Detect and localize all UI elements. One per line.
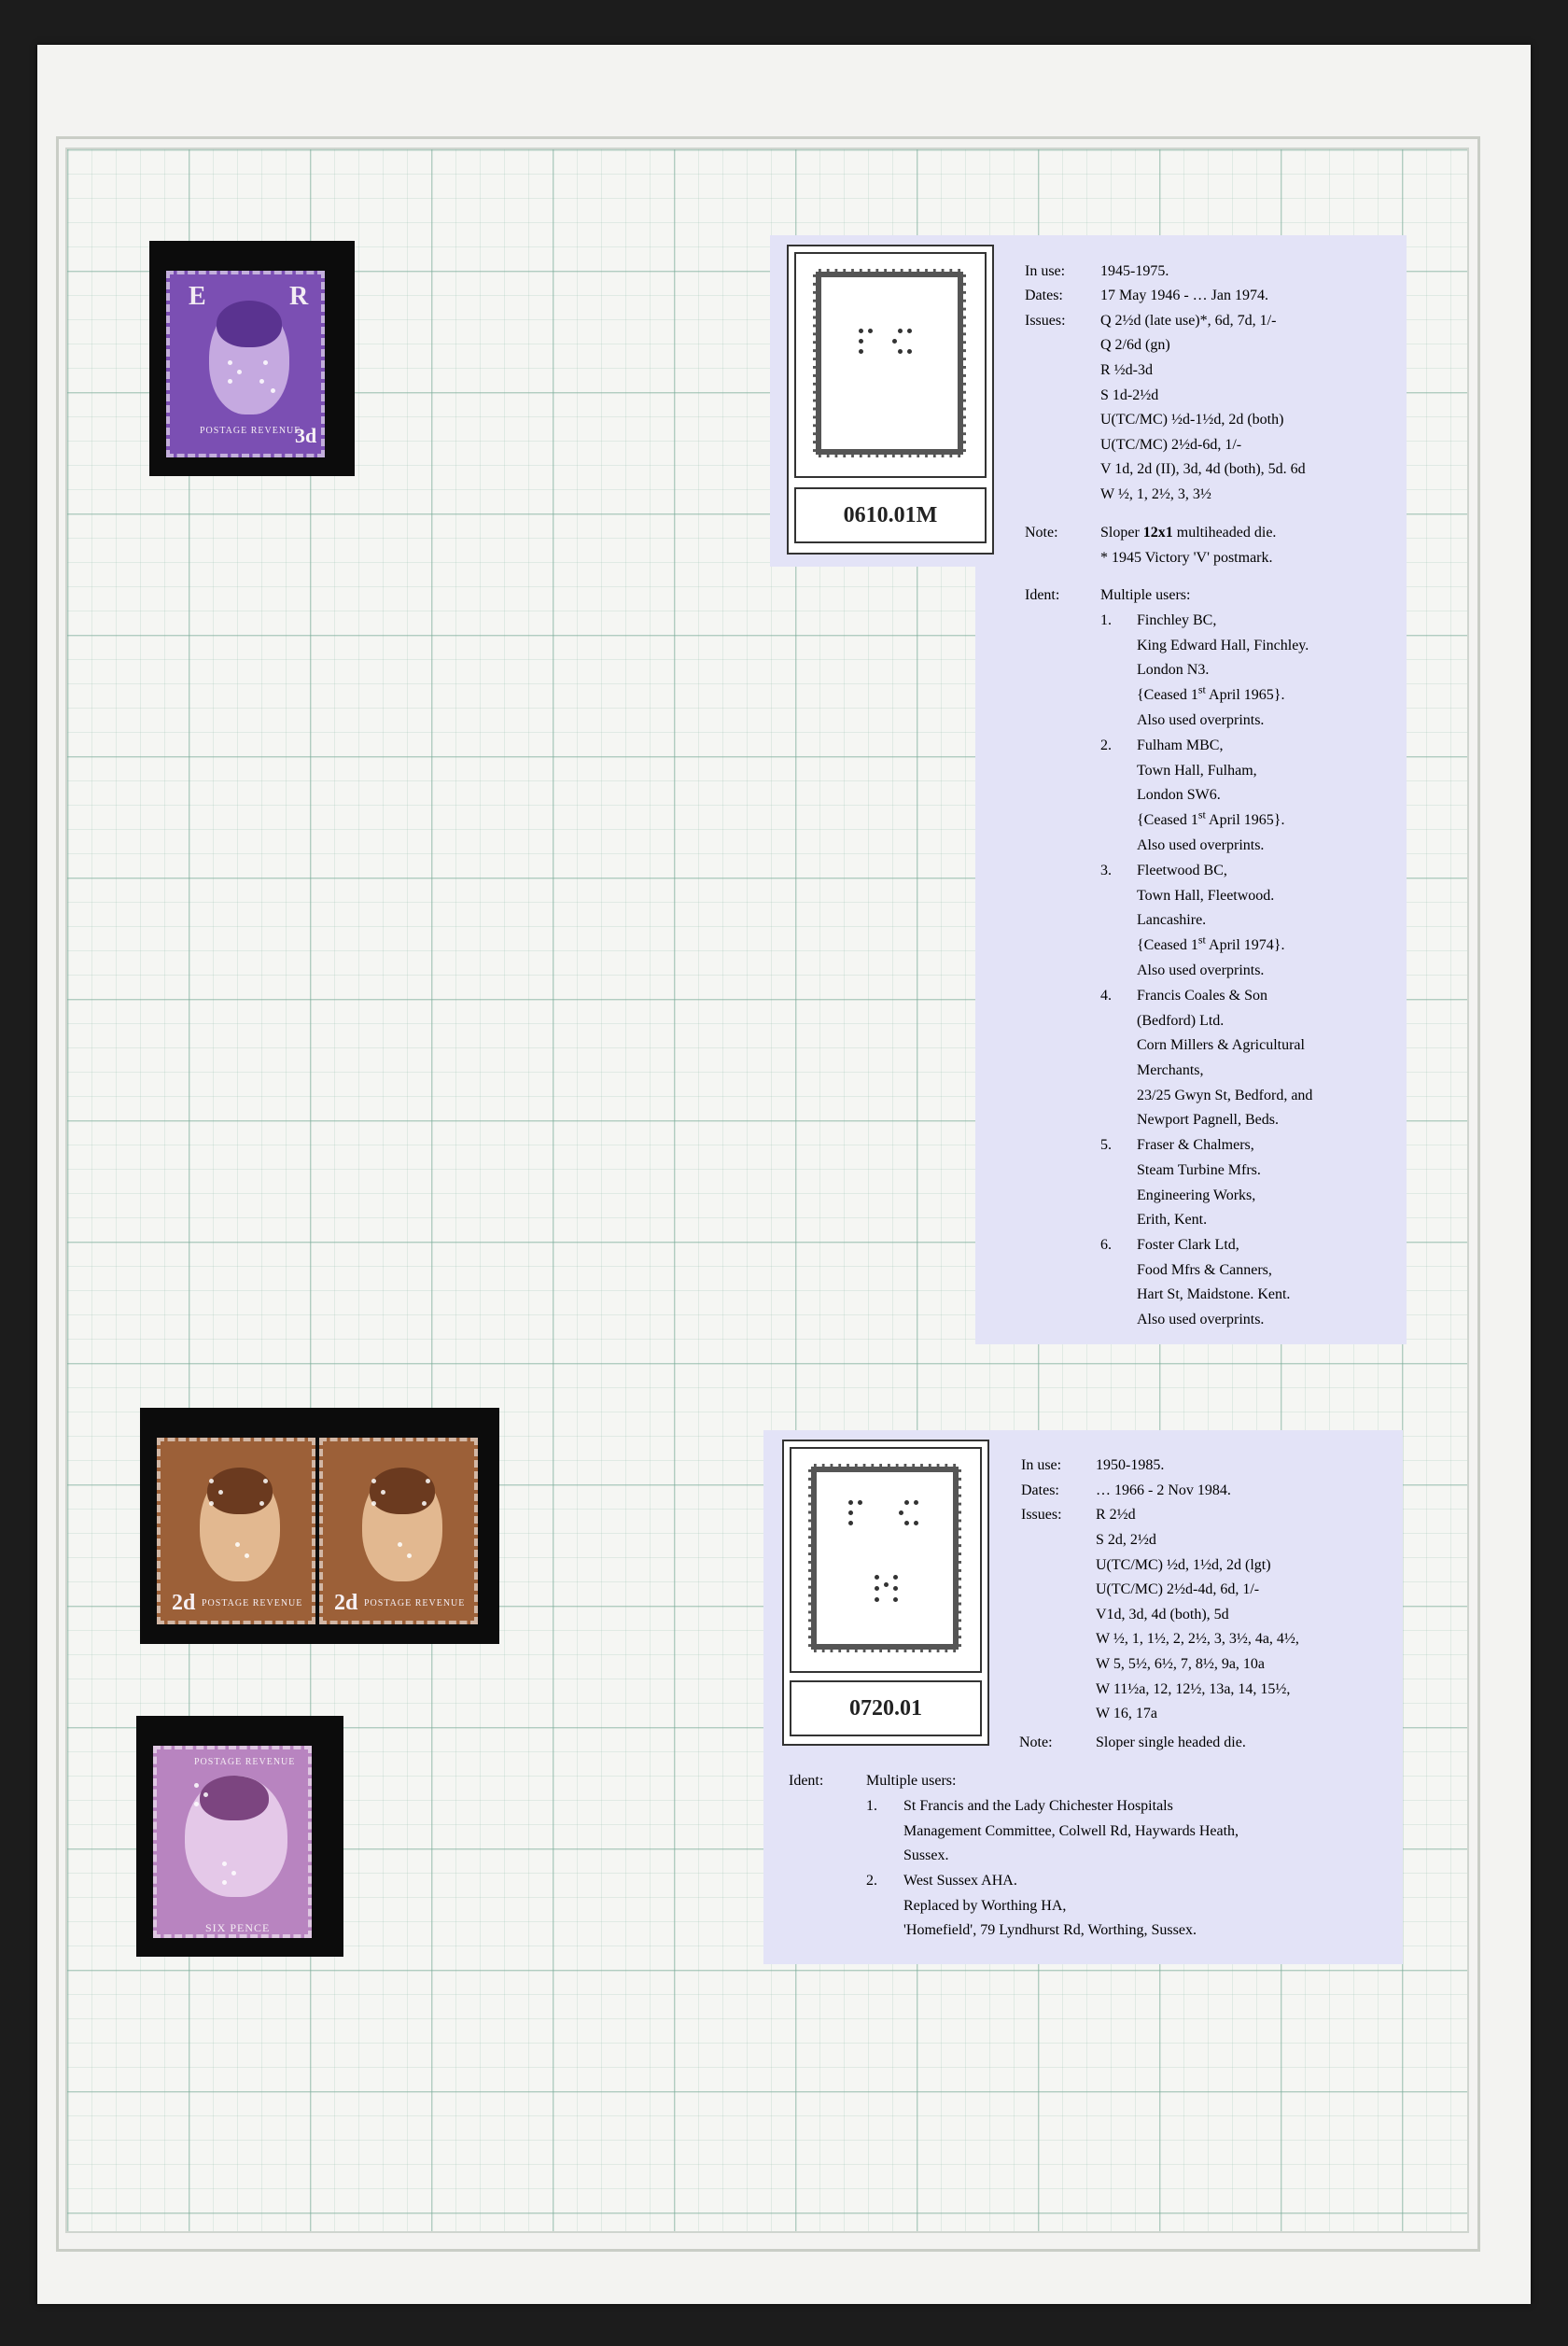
note-line-2: * 1945 Victory 'V' postmark. xyxy=(1100,550,1273,566)
user-line: London N3. xyxy=(1137,662,1210,678)
user-number: 1. xyxy=(1100,612,1112,628)
user-line: Also used overprints. xyxy=(1137,712,1265,728)
perf-dot xyxy=(422,1501,427,1506)
dates-label: Dates: xyxy=(1021,1482,1059,1498)
ceased-sup: st xyxy=(1197,933,1206,947)
perf-dot xyxy=(426,1479,430,1483)
stamp-letter-e: E xyxy=(189,282,206,311)
user-number: 2. xyxy=(1100,738,1112,753)
stamp-2d-brown-right[interactable] xyxy=(319,1438,478,1624)
die-hole xyxy=(848,1500,853,1505)
user-number: 5. xyxy=(1100,1137,1112,1153)
ceased-text: {Ceased 1 xyxy=(1137,937,1198,953)
user-line: 23/25 Gwyn St, Bedford, and xyxy=(1137,1088,1313,1103)
perf-dot xyxy=(194,1783,199,1788)
issue-line: V 1d, 2d (II), 3d, 4d (both), 5d. 6d xyxy=(1100,461,1306,477)
user-line: Erith, Kent. xyxy=(1137,1212,1208,1228)
user-number: 4. xyxy=(1100,988,1112,1004)
user-line: Sussex. xyxy=(903,1847,949,1863)
user-line: Merchants, xyxy=(1137,1062,1204,1078)
ceased-text: April 1965}. xyxy=(1205,687,1285,703)
user-line: Francis Coales & Son xyxy=(1137,988,1267,1004)
ceased-text: {Ceased 1 xyxy=(1137,687,1198,703)
die-number-label: 0610.01M xyxy=(794,487,987,543)
perf-dot xyxy=(371,1501,376,1506)
user-line: Also used overprints. xyxy=(1137,962,1265,978)
user-line: Fulham MBC, xyxy=(1137,738,1224,753)
note-text: multiheaded die. xyxy=(1172,525,1277,541)
issue-line: Q 2/6d (gn) xyxy=(1100,337,1170,353)
issue-line: Q 2½d (late use)*, 6d, 7d, 1/- xyxy=(1100,313,1277,329)
perf-dot xyxy=(203,1792,208,1797)
die-hole xyxy=(848,1521,853,1525)
issue-line: U(TC/MC) ½d, 1½d, 2d (lgt) xyxy=(1096,1557,1271,1573)
dates-value: 17 May 1946 - … Jan 1974. xyxy=(1100,288,1268,303)
die-hole xyxy=(858,1500,862,1505)
die-hole xyxy=(914,1500,918,1505)
issue-line: S 2d, 2½d xyxy=(1096,1532,1156,1548)
stamp-6d-lilac[interactable] xyxy=(153,1746,312,1938)
issue-line: R ½d-3d xyxy=(1100,362,1153,378)
stamp-caption: POSTAGE REVENUE xyxy=(202,1598,303,1608)
queen-hair xyxy=(217,301,282,347)
perf-dot xyxy=(271,388,275,393)
ceased-text: April 1974}. xyxy=(1205,937,1285,953)
user-line: Replaced by Worthing HA, xyxy=(903,1898,1067,1914)
stamp-3d-purple[interactable] xyxy=(166,271,325,457)
die-hole xyxy=(893,1597,898,1602)
note-bold: 12x1 xyxy=(1142,525,1173,541)
dates-label: Dates: xyxy=(1025,288,1063,303)
user-number: 2. xyxy=(866,1873,877,1889)
user-line: Fleetwood BC, xyxy=(1137,863,1227,878)
die-hole xyxy=(914,1521,918,1525)
perf-dot xyxy=(194,1802,199,1806)
user-line: Finchley BC, xyxy=(1137,612,1217,628)
die-hole xyxy=(884,1582,889,1587)
user-ceased xyxy=(1137,933,1285,954)
user-line: Lancashire. xyxy=(1137,912,1207,928)
issue-line: U(TC/MC) 2½d-4d, 6d, 1/- xyxy=(1096,1581,1260,1597)
user-ceased xyxy=(1137,682,1285,704)
perf-dot xyxy=(398,1542,402,1547)
perf-dot xyxy=(237,370,242,374)
user-number: 6. xyxy=(1100,1237,1112,1253)
user-line: Foster Clark Ltd, xyxy=(1137,1237,1239,1253)
perf-dot xyxy=(259,379,264,384)
issue-line: U(TC/MC) ½d-1½d, 2d (both) xyxy=(1100,412,1284,428)
user-ceased xyxy=(1137,808,1285,829)
die-hole xyxy=(893,1575,898,1580)
issue-line: V1d, 3d, 4d (both), 5d xyxy=(1096,1607,1229,1623)
ceased-text: {Ceased 1 xyxy=(1137,812,1198,828)
stamp-caption: POSTAGE REVENUE xyxy=(200,426,301,436)
user-line: Fraser & Chalmers, xyxy=(1137,1137,1254,1153)
note-line: Sloper single headed die. xyxy=(1096,1735,1246,1750)
issue-line: W 16, 17a xyxy=(1096,1706,1157,1721)
user-number: 1. xyxy=(866,1798,877,1814)
issue-line: W ½, 1, 1½, 2, 2½, 3, 3½, 4a, 4½, xyxy=(1096,1631,1299,1647)
perf-dot xyxy=(228,379,232,384)
perf-dot xyxy=(235,1542,240,1547)
ceased-sup: st xyxy=(1197,682,1206,696)
queen-hair xyxy=(200,1776,269,1820)
die-hole xyxy=(859,329,863,333)
die-hole xyxy=(892,339,897,344)
user-line: St Francis and the Lady Chichester Hospitals xyxy=(903,1798,1173,1814)
stamp-value: 2d xyxy=(172,1591,196,1615)
die-hole xyxy=(875,1597,879,1602)
perf-dot xyxy=(228,360,232,365)
stamp-value: 3d xyxy=(295,424,317,447)
note-text: Sloper xyxy=(1100,525,1143,541)
note-label: Note: xyxy=(1019,1735,1053,1750)
queen-hair xyxy=(370,1468,435,1514)
die-hole xyxy=(907,329,912,333)
ident-intro: Multiple users: xyxy=(1100,587,1191,603)
user-line: West Sussex AHA. xyxy=(903,1873,1017,1889)
stamp-letter-r: R xyxy=(289,282,309,311)
in-use-value: 1945-1975. xyxy=(1100,263,1169,279)
die-hole xyxy=(859,339,863,344)
ident-label: Ident: xyxy=(789,1773,824,1789)
user-line: Food Mfrs & Canners, xyxy=(1137,1262,1272,1278)
perf-dot xyxy=(231,1871,236,1875)
user-line: Engineering Works, xyxy=(1137,1187,1256,1203)
die-hole xyxy=(904,1521,909,1525)
issue-line: S 1d-2½d xyxy=(1100,387,1159,403)
die-stamp-outline xyxy=(813,269,966,457)
perf-dot xyxy=(218,1490,223,1495)
die-hole xyxy=(875,1575,879,1580)
user-line: Also used overprints. xyxy=(1137,1312,1265,1328)
perf-dot xyxy=(209,1501,214,1506)
ceased-sup: st xyxy=(1197,808,1206,822)
user-line: Corn Millers & Agricultural xyxy=(1137,1037,1305,1053)
die-diagram-0610 xyxy=(787,245,994,555)
note-line-1 xyxy=(1100,525,1276,541)
issues-label: Issues: xyxy=(1025,313,1066,329)
perf-dot xyxy=(222,1861,227,1866)
issue-line: W ½, 1, 2½, 3, 3½ xyxy=(1100,486,1211,502)
perf-dot xyxy=(209,1479,214,1483)
die-hole xyxy=(848,1510,853,1515)
ident-label: Ident: xyxy=(1025,587,1060,603)
user-line: Also used overprints. xyxy=(1137,837,1265,853)
user-line: 'Homefield', 79 Lyndhurst Rd, Worthing, Sussex. xyxy=(903,1922,1197,1938)
die-hole xyxy=(859,349,863,354)
issue-line: W 5, 5½, 6½, 7, 8½, 9a, 10a xyxy=(1096,1656,1266,1672)
stamp-caption: POSTAGE REVENUE xyxy=(194,1757,296,1767)
user-line: Hart St, Maidstone. Kent. xyxy=(1137,1286,1291,1302)
die-stamp-outline xyxy=(808,1464,961,1652)
user-line: King Edward Hall, Finchley. xyxy=(1137,638,1309,653)
perf-dot xyxy=(245,1553,249,1558)
stamp-bottom-caption: SIX PENCE xyxy=(205,1921,271,1934)
user-line: London SW6. xyxy=(1137,787,1221,803)
die-number-label: 0720.01 xyxy=(790,1680,982,1736)
queen-hair xyxy=(207,1468,273,1514)
stamp-caption: POSTAGE REVENUE xyxy=(364,1598,466,1608)
ident-intro: Multiple users: xyxy=(866,1773,957,1789)
die-hole xyxy=(898,329,903,333)
perf-dot xyxy=(263,1479,268,1483)
perf-dot xyxy=(407,1553,412,1558)
perf-dot xyxy=(381,1490,385,1495)
user-line: (Bedford) Ltd. xyxy=(1137,1013,1225,1029)
perf-dot xyxy=(222,1880,227,1885)
issue-line: U(TC/MC) 2½d-6d, 1/- xyxy=(1100,437,1242,453)
die-hole xyxy=(868,329,873,333)
die-hole xyxy=(899,1510,903,1515)
in-use-value: 1950-1985. xyxy=(1096,1457,1165,1473)
issue-line: W 11½a, 12, 12½, 13a, 14, 15½, xyxy=(1096,1681,1291,1697)
stamp-value: 2d xyxy=(334,1591,358,1615)
die-hole xyxy=(875,1586,879,1591)
user-line: Steam Turbine Mfrs. xyxy=(1137,1162,1261,1178)
ceased-text: April 1965}. xyxy=(1205,812,1285,828)
issues-label: Issues: xyxy=(1021,1507,1062,1523)
die-hole xyxy=(904,1500,909,1505)
die-hole xyxy=(893,1586,898,1591)
issue-line: R 2½d xyxy=(1096,1507,1136,1523)
dates-value: … 1966 - 2 Nov 1984. xyxy=(1096,1482,1231,1498)
perf-dot xyxy=(263,360,268,365)
user-line: Newport Pagnell, Beds. xyxy=(1137,1112,1279,1128)
user-line: Town Hall, Fleetwood. xyxy=(1137,888,1275,904)
perf-dot xyxy=(259,1501,264,1506)
stamp-2d-brown-left[interactable] xyxy=(157,1438,315,1624)
in-use-label: In use: xyxy=(1025,263,1066,279)
perf-dot xyxy=(371,1479,376,1483)
die-inner-frame xyxy=(794,252,987,478)
user-line: Town Hall, Fulham, xyxy=(1137,763,1257,779)
die-diagram-0720 xyxy=(782,1440,989,1746)
note-label: Note: xyxy=(1025,525,1058,541)
die-hole xyxy=(898,349,903,354)
die-hole xyxy=(907,349,912,354)
user-line: Management Committee, Colwell Rd, Haywards Heath, xyxy=(903,1823,1239,1839)
die-inner-frame xyxy=(790,1447,982,1673)
in-use-label: In use: xyxy=(1021,1457,1062,1473)
user-number: 3. xyxy=(1100,863,1112,878)
